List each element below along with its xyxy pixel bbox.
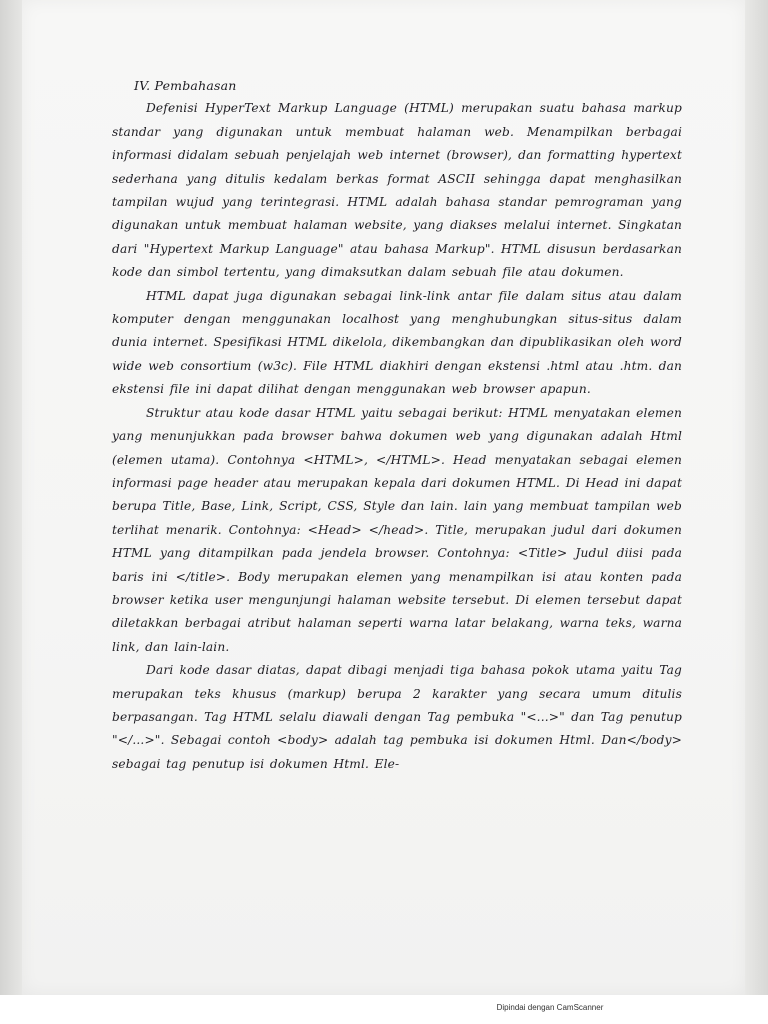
paragraph-basic-code: Dari kode dasar diatas, dapat dibagi menjadi tiga bahasa pokok utama yaitu Tag merupakan teks khusus (markup) berupa 2 karakter yang secara umum ditulis berpasangan. Tag HTML selalu diawali dengan Tag pembuka "<...>" dan Tag penutup "</...>". Sebagai contoh <body> adalah tag pembuka isi dokumen Html. Dan</body> sebagai tag penutup isi dokumen Html. Ele-	[112, 663, 682, 771]
section-heading: IV. Pembahasan	[134, 78, 237, 93]
paragraph-links: HTML dapat juga digunakan sebagai link-link antar file dalam situs atau dalam komputer dengan menggunakan localhost yang menghubungkan situs-situs dalam dunia internet. Spesifikasi HTML dikelola, dikembangkan dan dipublikasikan oleh word wide web consortium (w3c). File HTML diakhiri dengan ekstensi .html atau .htm. dan ekstensi file ini dapat dilihat dengan menggunakan web browser apapun.	[112, 288, 682, 397]
scan-left-edge	[0, 0, 22, 995]
paragraph-structure: Struktur atau kode dasar HTML yaitu sebagai berikut: HTML menyatakan elemen yang menunjukkan pada browser bahwa dokumen web yang digunakan adalah Html (elemen utama). Contohnya <HTML>, </HTML>. Head menyatakan sebagai elemen informasi page header atau merupakan kepala dari dokumen HTML. Di Head ini dapat berupa Title, Base, Link, Script, CSS, Style dan lain. lain yang membuat tampilan web terlihat menarik. Contohnya: <Head> </head>. Title, merupakan judul dari dokumen HTML yang ditampilkan pada jendela browser. Contohnya: <Title> Judul diisi pada baris ini </title>. Body merupakan elemen yang menampilkan isi atau konten pada browser ketika user mengunjungi halaman website tersebut. Di elemen tersebut dapat diletakkan berbagai atribut halaman seperti warna latar belakang, warna teks, warna link, dan lain-lain.	[112, 405, 682, 654]
scanner-watermark: Dipindai dengan CamScanner	[496, 1003, 604, 1012]
handwritten-text-block	[112, 74, 682, 776]
scan-right-edge	[745, 0, 768, 995]
paragraph-definition: Defenisi HyperText Markup Language (HTML) merupakan suatu bahasa markup standar yang digunakan untuk membuat halaman web. Menampilkan berbagai informasi didalam sebuah penjelajah web internet (browser), dan formatting hypertext sederhana yang ditulis kedalam berkas format ASCII sehingga dapat menghasilkan tampilan wujud yang terintegrasi. HTML adalah bahasa standar pemrograman yang digunakan untuk membuat halaman website, yang diakses melalui internet. Singkatan dari "Hypertext Markup Language" atau bahasa Markup". HTML disusun berdasarkan kode dan simbol tertentu, yang dimaksutkan dalam sebuah file atau dokumen.	[112, 101, 682, 280]
